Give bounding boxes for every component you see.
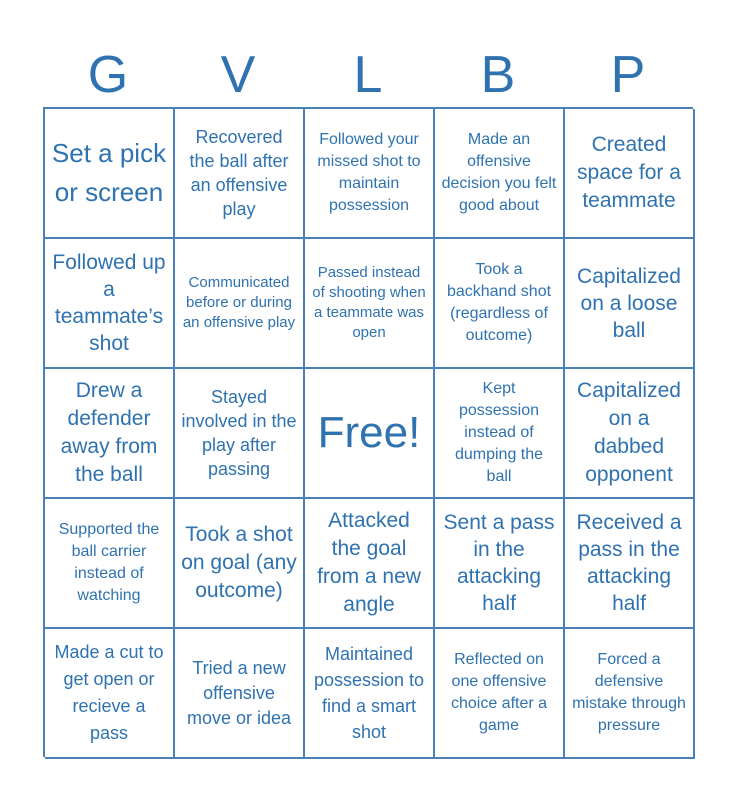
header-letter-p: P bbox=[610, 46, 646, 104]
header-letter-l: L bbox=[353, 46, 383, 104]
bingo-cell[interactable] bbox=[435, 499, 565, 629]
cell-text: Reflected on one offensive choice after a game bbox=[450, 651, 548, 734]
cell-text: Made an offensive decision you felt good about bbox=[441, 131, 557, 214]
bingo-cell[interactable] bbox=[305, 239, 435, 369]
bingo-header bbox=[43, 44, 693, 106]
bingo-cell[interactable] bbox=[175, 369, 305, 499]
cell-text: Tried a new offensive move or idea bbox=[186, 657, 292, 728]
cell-text: Communicated before or during an offensive play bbox=[182, 274, 296, 331]
bingo-cell[interactable] bbox=[175, 629, 305, 759]
cell-text: Took a shot on goal (any outcome) bbox=[181, 523, 297, 602]
cell-text: Received a pass in the attacking half bbox=[576, 511, 682, 615]
bingo-cell[interactable] bbox=[305, 499, 435, 629]
bingo-cell[interactable] bbox=[565, 369, 695, 499]
bingo-cell[interactable] bbox=[435, 109, 565, 239]
cell-text: Maintained possession to find a smart shot bbox=[313, 644, 425, 742]
header-letter-b: B bbox=[480, 46, 516, 104]
free-space-text: Free! bbox=[317, 408, 421, 457]
bingo-cell[interactable] bbox=[305, 109, 435, 239]
cell-text: Stayed involved in the play after passing bbox=[181, 387, 297, 479]
bingo-cell[interactable] bbox=[45, 239, 175, 369]
cell-text: Followed up a teammate’s shot bbox=[52, 251, 166, 355]
bingo-cell[interactable] bbox=[565, 629, 695, 759]
cell-text: Attacked the goal from a new angle bbox=[317, 509, 421, 616]
cell-text: Drew a defender away from the ball bbox=[60, 379, 158, 486]
cell-text: Passed instead of shooting when a teammate was open bbox=[312, 264, 426, 341]
bingo-cell[interactable] bbox=[435, 369, 565, 499]
bingo-cell[interactable] bbox=[45, 499, 175, 629]
cell-text: Forced a defensive mistake through pressure bbox=[572, 651, 686, 734]
cell-text: Set a pick or screen bbox=[51, 138, 167, 207]
bingo-cell[interactable] bbox=[305, 629, 435, 759]
cell-text: Sent a pass in the attacking half bbox=[443, 511, 555, 615]
bingo-cell[interactable] bbox=[565, 109, 695, 239]
bingo-grid bbox=[43, 107, 693, 757]
bingo-cell[interactable] bbox=[45, 109, 175, 239]
bingo-cell[interactable] bbox=[175, 499, 305, 629]
bingo-cell[interactable] bbox=[565, 239, 695, 369]
bingo-cell[interactable] bbox=[175, 239, 305, 369]
bingo-cell[interactable] bbox=[565, 499, 695, 629]
cell-text: Took a backhand shot (regardless of outcome) bbox=[446, 261, 552, 344]
cell-text: Capitalized on a loose ball bbox=[577, 264, 681, 342]
cell-text: Created space for a teammate bbox=[577, 133, 681, 212]
bingo-cell[interactable] bbox=[175, 109, 305, 239]
header-letter-v: V bbox=[220, 46, 256, 104]
cell-text: Recovered the ball after an offensive play bbox=[189, 127, 289, 219]
bingo-cell[interactable] bbox=[45, 369, 175, 499]
header-letter-g: G bbox=[87, 46, 129, 104]
bingo-cell[interactable] bbox=[435, 629, 565, 759]
cell-text: Made a cut to get open or recieve a pass bbox=[54, 642, 164, 743]
bingo-cell[interactable] bbox=[45, 629, 175, 759]
cell-text: Capitalized on a dabbed opponent bbox=[577, 379, 681, 486]
cell-text: Followed your missed shot to maintain possession bbox=[317, 131, 421, 214]
cell-text: Supported the ball carrier instead of watching bbox=[58, 521, 160, 604]
free-space[interactable] bbox=[305, 369, 435, 499]
cell-text: Kept possession instead of dumping the ball bbox=[454, 380, 544, 485]
bingo-cell[interactable] bbox=[435, 239, 565, 369]
